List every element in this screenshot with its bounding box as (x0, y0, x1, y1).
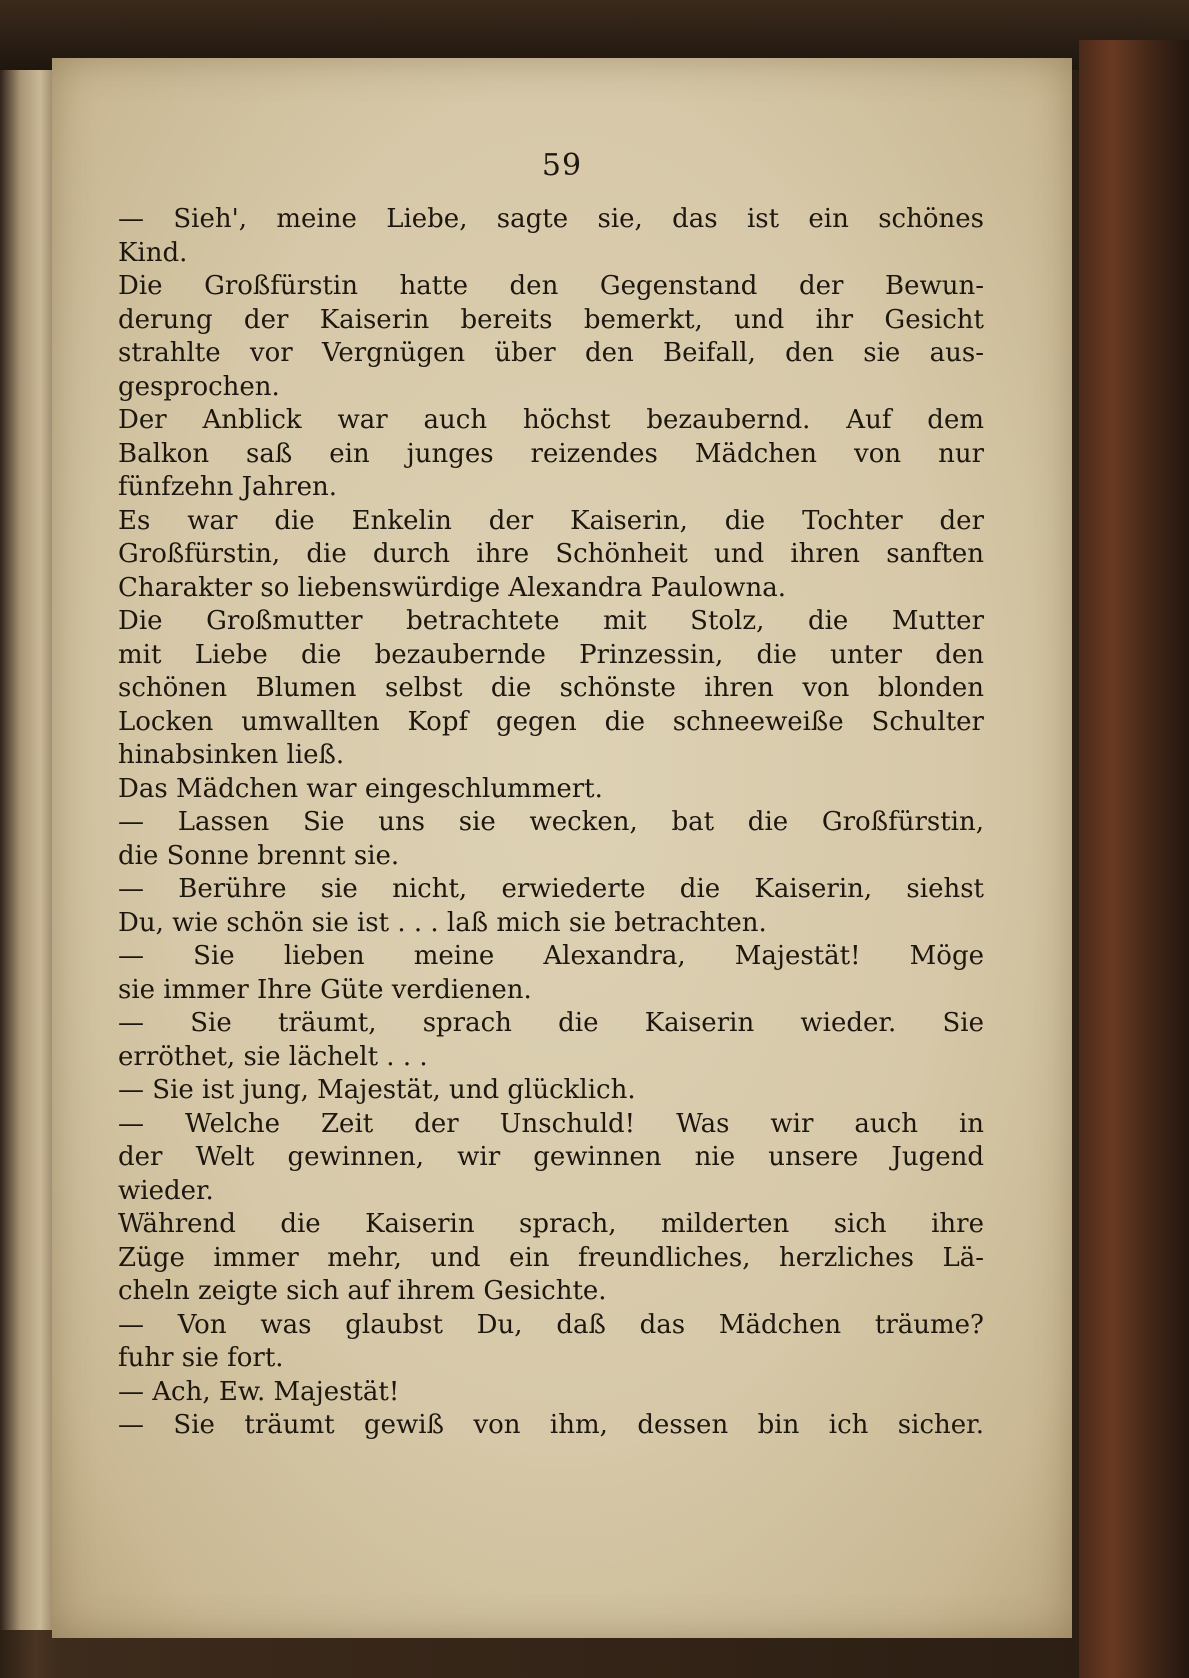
text-line: die Sonne brennt sie. (118, 840, 400, 871)
text-line: Züge immer mehr, und ein freundliches, herzliches Lä- (118, 1242, 984, 1273)
text-line: der Welt gewinnen, wir gewinnen nie unsere Jugend (118, 1142, 984, 1172)
text-line: — Sie träumt, sprach die Kaiserin wieder. Sie (118, 1008, 984, 1038)
text-line: strahlte vor Vergnügen über den Beifall, den sie aus- (118, 338, 984, 368)
text-line: Das Mädchen war eingeschlummert. (118, 773, 603, 804)
text-line: Charakter so liebenswürdige Alexandra Paulowna. (118, 572, 786, 603)
text-line: — Sie träumt gewiß von ihm, dessen bin ich sicher. (118, 1410, 984, 1440)
text-line: Es war die Enkelin der Kaiserin, die Tochter der (118, 505, 984, 536)
text-line: — Berühre sie nicht, erwiederte die Kaiserin, siehst (118, 874, 984, 904)
text-line: — Ach, Ew. Majestät! (118, 1376, 400, 1407)
page-number: 59 (541, 148, 583, 183)
text-line: — Welche Zeit der Unschuld! Was wir auch in (118, 1108, 984, 1139)
text-line: fünfzehn Jahren. (118, 472, 338, 502)
text-line: Die Großfürstin hatte den Gegenstand der Bewun- (118, 271, 984, 301)
text-line: erröthet, sie lächelt . . . (118, 1041, 428, 1072)
text-line: — Von was glaubst Du, daß das Mädchen träume? (118, 1309, 984, 1340)
text-line: — Lassen Sie uns sie wecken, bat die Großfürstin, (118, 807, 984, 837)
text-line: gesprochen. (118, 371, 280, 402)
book-cover-right (1079, 40, 1189, 1678)
text-line: — Sie ist jung, Majestät, und glücklich. (118, 1075, 636, 1105)
text-line: — Sie lieben meine Alexandra, Majestät! Möge (118, 941, 984, 971)
text-line: hinabsinken ließ. (118, 740, 345, 770)
text-line: Die Großmutter betrachtete mit Stolz, die Mutter (118, 606, 984, 636)
text-line: Balkon saß ein junges reizendes Mädchen von nur (118, 438, 984, 469)
book-page (52, 58, 1072, 1638)
text-line: Kind. (118, 237, 188, 268)
text-line: — Sieh', meine Liebe, sagte sie, das ist ein schönes (118, 204, 984, 234)
text-line: cheln zeigte sich auf ihrem Gesichte. (118, 1276, 607, 1306)
text-line: derung der Kaiserin bereits bemerkt, und ihr Gesicht (118, 304, 984, 335)
text-line: wieder. (118, 1175, 214, 1206)
page-leaf-edges (0, 70, 58, 1630)
text-line: Der Anblick war auch höchst bezaubernd. Auf dem (118, 405, 984, 435)
text-line: fuhr sie fort. (118, 1343, 284, 1373)
text-line: sie immer Ihre Güte verdienen. (118, 974, 532, 1005)
text-line: Während die Kaiserin sprach, milderten sich ihre (118, 1209, 984, 1239)
page-text (118, 203, 984, 1443)
text-line: schönen Blumen selbst die schönste ihren von blonden (118, 673, 984, 703)
text-line: Großfürstin, die durch ihre Schönheit und ihren sanften (118, 539, 984, 569)
text-line: Locken umwallten Kopf gegen die schneeweiße Schulter (118, 706, 984, 737)
text-line: mit Liebe die bezaubernde Prinzessin, die unter den (118, 639, 984, 670)
text-line: Du, wie schön sie ist . . . laß mich sie betrachten. (118, 907, 767, 938)
